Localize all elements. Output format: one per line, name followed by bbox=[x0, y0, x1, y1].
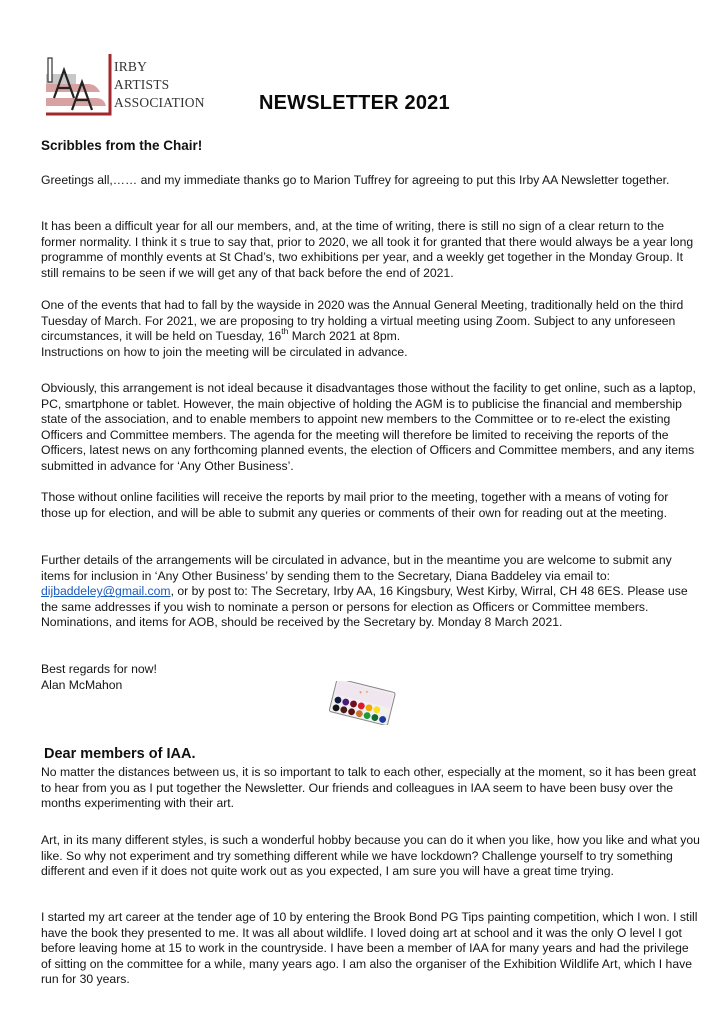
logo-letter-i bbox=[48, 58, 52, 82]
secretary-email-link[interactable]: dijbaddeley@gmail.com bbox=[41, 584, 171, 599]
agm-text-date: March 2021 at 8pm. bbox=[288, 329, 401, 344]
members-paragraph-art-hobby: Art, in its many different styles, is such a wonderful hobby because you can do it when you like, how you like and what you like. So why not experiment and try something different while we have lockdown? Challenge yourself to try something different and even if it does not quite work out as you expected, I am sure you will have a great time trying. bbox=[41, 833, 700, 879]
chair-paragraph-offline: Those without online facilities will receive the reports by mail prior to the meeting, together with a means of voting for those up for election, and will be able to submit any queries or comments of their own for reading out at the meeting. bbox=[41, 490, 669, 520]
logo-line-artists: ARTISTS bbox=[114, 77, 170, 92]
chair-section-heading: Scribbles from the Chair! bbox=[41, 138, 203, 153]
logo-pink-band-top bbox=[46, 84, 100, 92]
members-section-heading: Dear members of IAA. bbox=[44, 746, 196, 762]
agm-text-main: One of the events that had to fall by the wayside in 2020 was the Annual General Meeting, traditionally held on the third Tuesday of March. For 2021, we are proposing to try holding a virtual meeting using Zoom. Subject to any unforeseen circumstances, it will be held on Tuesday, 16 bbox=[41, 298, 684, 344]
newsletter-title: NEWSLETTER 2021 bbox=[259, 92, 450, 114]
watercolour-palette-icon bbox=[328, 681, 396, 725]
agm-instructions: Instructions on how to join the meeting will be circulated in advance. bbox=[41, 344, 408, 359]
iaa-logo-icon bbox=[44, 54, 116, 120]
logo-line-irby: IRBY bbox=[114, 59, 148, 74]
logo-wordmark bbox=[114, 58, 205, 112]
agm-date-suffix: th bbox=[281, 326, 289, 337]
members-paragraph-career: I started my art career at the tender age of 10 by entering the Brook Bond PG Tips painting competition, which I won. I still have the book they presented to me. It was all about wildlife. I loved doing art at school and it was the only O level I got before leaving home at 15 to work in the countryside. I have been a member of IAA for many years and had the privilege of sitting on the committee for a while, many years ago. I am also the organiser of the Exhibition Wildlife Art, which I have run for 30 years. bbox=[41, 910, 698, 987]
further-details-address: , or by post to: The Secretary, Irby AA, 16 Kingsbury, West Kirby, Wirral, CH 48 6ES. Please use the same addresses if you wish to nominate a person or persons for election as Officers or Committee members. Nominations, and items for AOB, should be received by the Secretary by. Monday 8 March 2021. bbox=[41, 584, 688, 630]
chair-paragraph-further-details bbox=[41, 553, 701, 631]
chair-paragraph-difficult-year: It has been a difficult year for all our members, and, at the time of writing, there is still no sign of a clear return to the former normality. I think it s true to say that, prior to 2020, we all took it for granted that there would always be a year long programme of monthly events at St Chad’s, two exhibitions per year, and a weekly get together in the Monday Group. It still remains to be seen if we will get any of that back before the end of 2021. bbox=[41, 219, 694, 280]
chair-paragraph-arrangement: Obviously, this arrangement is not ideal because it disadvantages those without the facility to get online, such as a laptop, PC, smartphone or tablet. However, the main objective of holding the AGM is to publicise the financial and membership state of the association, and to enable members to appoint new members to the Committee or to re-elect the existing Officers and Committee members. The agenda for the meeting will therefore be limited to receiving the reports of the Officers, latest news on any forthcoming planned events, the election of Officers and Committee members, and any items submitted in advance for ‘Any Other Business’. bbox=[41, 381, 696, 473]
members-paragraph-intro: No matter the distances between us, it is so important to talk to each other, especially at the moment, so it has been great to hear from you as I put together the Newsletter. Our friends and colleagues in IAA seem to have been busy over the months experimenting with their art. bbox=[41, 765, 697, 811]
chair-paragraph-greeting: Greetings all,…… and my immediate thanks go to Marion Tuffrey for agreeing to put this Irby AA Newsletter together. bbox=[41, 173, 670, 187]
chair-paragraph-agm bbox=[41, 298, 701, 360]
association-logo bbox=[44, 54, 204, 120]
signature-name: Alan McMahon bbox=[41, 677, 123, 692]
signoff-text: Best regards for now! bbox=[41, 662, 157, 676]
logo-line-association: ASSOCIATION bbox=[114, 95, 205, 110]
further-details-text: Further details of the arrangements will be circulated in advance, but in the meantime you are welcome to submit any items for inclusion in ‘Any Other Business’ by sending them to the Secretary, Diana Baddeley via email to: bbox=[41, 553, 672, 583]
